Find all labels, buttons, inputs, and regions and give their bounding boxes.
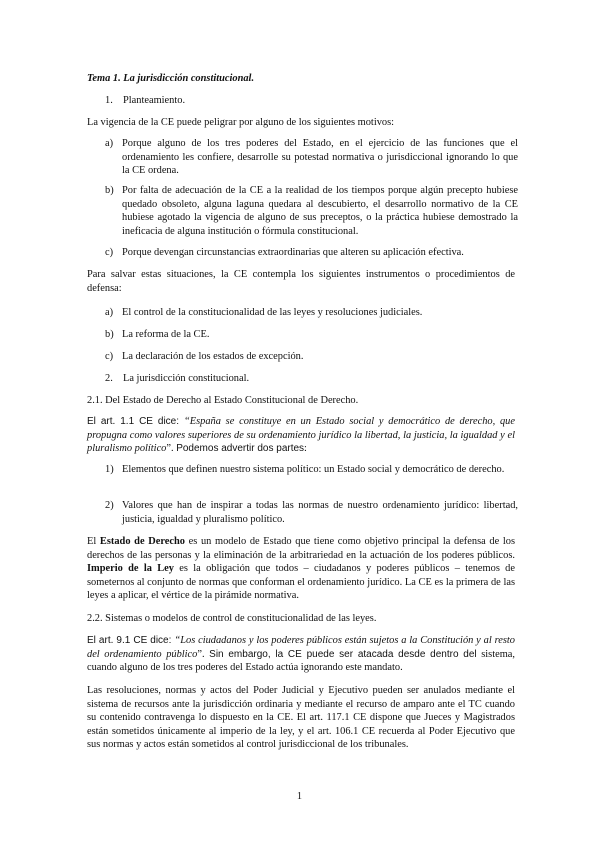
art-9-1-rest: sistema, cuando alguno de los tres poderes del Estado actúa ignorando este mandato. bbox=[87, 648, 515, 674]
section-1-number: 1. bbox=[105, 95, 113, 106]
art-1-1-lead: El art. 1.1 CE dice: bbox=[87, 416, 184, 427]
section-2-number: 2. bbox=[105, 373, 113, 384]
section-2-heading: La jurisdicción constitucional. bbox=[123, 373, 250, 384]
list-1-item-b: Por falta de adecuación de la CE a la realidad de los tiempos porque algún precepto hubiese quedado obsoleto, alguna laguna quedara al descubierto, el desarrollo normativo de la CE hubiese agotado la vigencia de alguno de sus preceptos, o la práctica hubiese demostrado la ineficacia de alguna institución o fórmula constitucional. bbox=[122, 185, 518, 237]
list-1-item-c: Porque devengan circunstancias extraordinarias que alteren su aplicación efectiva. bbox=[122, 247, 464, 258]
ed-text-2: es un modelo de Estado que tiene como objetivo principal la defensa de los derechos de las personas y la eliminación de la arbitrariedad en la actuación de los poderes públicos. bbox=[87, 536, 515, 561]
list-2-label-b: b) bbox=[105, 329, 114, 340]
art-9-1-quote-close: ”. bbox=[197, 648, 210, 660]
list-1-label-b: b) bbox=[105, 185, 114, 196]
paragraph-estado-de-derecho bbox=[87, 535, 515, 603]
paragraph-defense-intro: Para salvar estas situaciones, la CE contempla los siguientes instrumentos o procedimientos de defensa: bbox=[87, 269, 515, 294]
paragraph-threats-intro: La vigencia de la CE puede peligrar por alguno de los siguientes motivos: bbox=[87, 117, 395, 128]
art-1-1-colon: : bbox=[304, 443, 307, 455]
list-2-label-a: a) bbox=[105, 307, 114, 318]
ed-bold-estado-de-derecho: Estado de Derecho bbox=[99, 536, 185, 547]
art-9-1-quote: “Los ciudadanos y los poderes públicos están sujetos a la Constitución y al resto del ordenamiento público bbox=[87, 635, 515, 660]
paragraph-resoluciones: Las resoluciones, normas y actos del Poder Judicial y Ejecutivo pueden ser anulados mediante el sistema de recursos ante la jurisdicción ordinaria y mediante el recurso de amparo ante el TC cuando su contenido contravenga lo dispuesto en la CE. El art. 117.1 CE dispone que Jueces y Magistrados están sometidos únicamente al imperio de la ley, y el art. 106.1 CE recuerda al Poder Ejecutivo que sus normas y actos están sometidos al control jurisdiccional de los tribunales. bbox=[87, 685, 515, 751]
list-2-item-b: La reforma de la CE. bbox=[122, 329, 210, 340]
subsection-2-2-heading: 2.2. Sistemas o modelos de control de constitucionalidad de las leyes. bbox=[87, 613, 377, 624]
list-1-label-c: c) bbox=[105, 247, 114, 258]
art-9-1-lead: El art. 9.1 CE dice: bbox=[87, 635, 175, 646]
paragraph-art-1-1 bbox=[87, 415, 515, 456]
document-title: Tema 1. La jurisdicción constitucional. bbox=[87, 73, 255, 84]
ed-bold-imperio-de-la-ley: Imperio de la Ley bbox=[87, 563, 174, 575]
art-1-1-tail: Podemos advertir dos partes bbox=[176, 443, 305, 455]
list-3-item-1: Elementos que definen nuestro sistema político: un Estado social y democrático de derecho. bbox=[122, 464, 505, 475]
list-2-item-c: La declaración de los estados de excepción. bbox=[122, 351, 304, 362]
ed-text-3: es la obligación que todos – ciudadanos y poderes públicos – tenemos de someternos al conjunto de normas que conforman el ordenamiento jurídico. La CE es la primera de las leyes a aplicar, el vértice de la pirámide normativa. bbox=[87, 563, 515, 602]
ed-text-1: El bbox=[87, 536, 100, 547]
page-number: 1 bbox=[296, 791, 303, 802]
art-1-1-quote-close: ”. bbox=[166, 443, 177, 455]
paragraph-art-9-1 bbox=[87, 634, 515, 675]
art-1-1-quote: “España se constituye en un Estado social y democrático de derecho, que propugna como valores superiores de su ordenamiento jurídico la libertad, la justicia, la igualdad y el pluralismo político bbox=[87, 416, 515, 455]
section-1-heading: Planteamiento. bbox=[123, 95, 186, 106]
subsection-2-1-heading: 2.1. Del Estado de Derecho al Estado Constitucional de Derecho. bbox=[87, 395, 359, 406]
list-3-item-2: Valores que han de inspirar a todas las normas de nuestro ordenamiento jurídico: libertad, justicia, igualdad y pluralismo político. bbox=[122, 500, 518, 525]
art-9-1-tail: Sin embargo, la CE puede ser atacada desde dentro del bbox=[209, 648, 477, 660]
list-2-label-c: c) bbox=[105, 351, 114, 362]
list-1-label-a: a) bbox=[105, 138, 114, 149]
list-3-label-2: 2) bbox=[105, 500, 114, 511]
list-3-label-1: 1) bbox=[105, 464, 114, 475]
list-2-item-a: El control de la constitucionalidad de las leyes y resoluciones judiciales. bbox=[122, 307, 423, 318]
list-1-item-a: Porque alguno de los tres poderes del Estado, en el ejercicio de las funciones que el ordenamiento les confiere, desarrolle su potestad normativa o jurisdiccional ignorando lo que la CE ordena. bbox=[122, 138, 518, 177]
